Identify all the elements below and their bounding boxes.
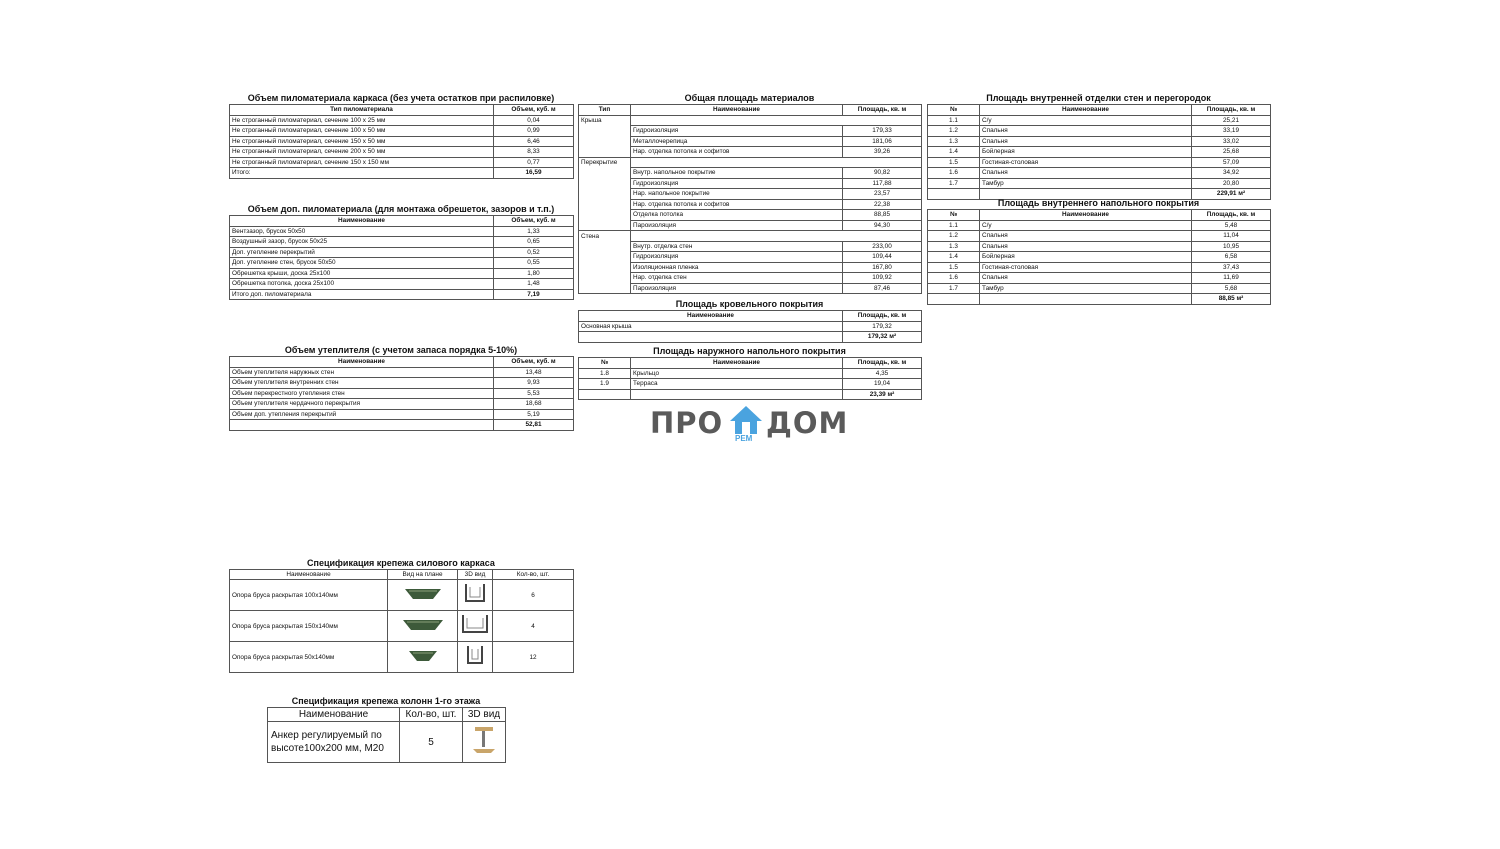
table-row xyxy=(579,379,922,390)
table-row xyxy=(579,262,922,273)
col-header: Площадь, кв. м xyxy=(843,105,922,116)
group-type: Крыша xyxy=(579,115,631,126)
row-value: 1,80 xyxy=(494,268,574,279)
row-value: 11,69 xyxy=(1192,273,1271,284)
row-num: 1.4 xyxy=(928,147,980,158)
insulation-block xyxy=(229,345,573,431)
row-name: Бойлерная xyxy=(980,252,1192,263)
row-value: 87,46 xyxy=(843,283,922,294)
col-header: Кол-во, шт. xyxy=(400,708,463,722)
row-name: Спальня xyxy=(980,168,1192,179)
row-name: Крыльцо xyxy=(631,368,843,379)
outer-floor-title: Площадь наружного напольного покрытия xyxy=(653,346,846,356)
row-value: 181,06 xyxy=(843,136,922,147)
bracket-3d-icon xyxy=(460,612,490,638)
row-value: 5,53 xyxy=(494,388,574,399)
3d-view-cell xyxy=(458,611,493,642)
3d-view-cell xyxy=(458,580,493,611)
row-name: Не строганный пиломатериал, сечение 150 х 150 мм xyxy=(230,157,494,168)
bracket-plan-icon xyxy=(401,618,445,632)
row-name: Основная крыша xyxy=(579,321,843,332)
col-header: Наименование xyxy=(230,570,388,580)
row-num: 1.6 xyxy=(928,168,980,179)
row-value: 1,33 xyxy=(494,226,574,237)
extra-lumber-title: Объем доп. пиломатериала (для монтажа обрешеток, зазоров и т.п.) xyxy=(247,204,555,214)
col-header: Объем, куб. м xyxy=(494,105,574,116)
col-header: Кол-во, шт. xyxy=(493,570,574,580)
row-name: Внутр. отделка стен xyxy=(631,241,843,252)
col-header: Наименование xyxy=(230,216,494,227)
insulation-table xyxy=(229,356,574,431)
row-name: Обрешетка крыши, доска 25х100 xyxy=(230,268,494,279)
row-name: Гидроизоляция xyxy=(631,252,843,263)
row-value: 233,00 xyxy=(843,241,922,252)
col-header: Объем, куб. м xyxy=(494,216,574,227)
row-value: 10,95 xyxy=(1192,241,1271,252)
prorem-dom-logo xyxy=(650,404,850,448)
materials-table xyxy=(578,104,922,294)
row-num: 1.2 xyxy=(928,231,980,242)
col-header: Тип пиломатериала xyxy=(230,105,494,116)
total-value: 7,19 xyxy=(494,289,574,300)
col-header: Вид на плане xyxy=(388,570,458,580)
row-qty: 6 xyxy=(493,580,574,611)
row-num: 1.2 xyxy=(928,126,980,137)
row-name: Спальня xyxy=(980,126,1192,137)
row-value: 33,19 xyxy=(1192,126,1271,137)
table-row xyxy=(579,241,922,252)
bracket-plan-icon xyxy=(403,587,443,601)
row-value: 0,65 xyxy=(494,237,574,248)
roof-block xyxy=(578,299,921,343)
col-header: Наименование xyxy=(631,105,843,116)
row-value: 0,99 xyxy=(494,126,574,137)
row-value: 109,44 xyxy=(843,252,922,263)
table-row xyxy=(230,580,574,611)
walls-block xyxy=(927,93,1270,200)
row-name: Не строганный пиломатериал, сечение 200 х 50 мм xyxy=(230,147,494,158)
table-row xyxy=(230,388,574,399)
row-name: Металлочерепица xyxy=(631,136,843,147)
table-row xyxy=(230,258,574,269)
row-value: 22,38 xyxy=(843,199,922,210)
row-name: Гостиная-столовая xyxy=(980,157,1192,168)
row-name: Опора бруса раскрытая 100х140мм xyxy=(230,580,388,611)
col-header: Площадь, кв. м xyxy=(843,358,922,369)
table-row xyxy=(579,210,922,221)
row-value: 18,68 xyxy=(494,399,574,410)
row-value: 5,68 xyxy=(1192,283,1271,294)
table-row xyxy=(230,126,574,137)
row-value: 5,19 xyxy=(494,409,574,420)
table-row xyxy=(579,273,922,284)
row-value: 179,32 xyxy=(843,321,922,332)
row-qty: 12 xyxy=(493,642,574,673)
row-value: 94,30 xyxy=(843,220,922,231)
row-name: Внутр. напольное покрытие xyxy=(631,168,843,179)
table-row xyxy=(928,262,1271,273)
row-value: 0,52 xyxy=(494,247,574,258)
row-value: 88,85 xyxy=(843,210,922,221)
roof-table xyxy=(578,310,922,343)
column-fastener-title: Спецификация крепежа колонн 1-го этажа xyxy=(291,696,481,706)
table-row xyxy=(230,136,574,147)
col-header: № xyxy=(928,210,980,221)
table-row xyxy=(928,252,1271,263)
row-name: Терраса xyxy=(631,379,843,390)
total-row xyxy=(230,420,574,431)
row-name: Тамбур xyxy=(980,283,1192,294)
table-row xyxy=(928,147,1271,158)
row-qty: 4 xyxy=(493,611,574,642)
total-value: 23,39 м² xyxy=(843,389,922,400)
table-row xyxy=(230,237,574,248)
3d-view-cell xyxy=(458,642,493,673)
table-row xyxy=(579,220,922,231)
row-value: 6,46 xyxy=(494,136,574,147)
table-row xyxy=(579,147,922,158)
row-name: Гостиная-столовая xyxy=(980,262,1192,273)
insulation-title: Объем утеплителя (с учетом запаса порядка 5-10%) xyxy=(284,345,518,355)
row-num: 1.8 xyxy=(579,368,631,379)
row-num: 1.5 xyxy=(928,157,980,168)
outer-floor-table xyxy=(578,357,922,400)
row-value: 39,26 xyxy=(843,147,922,158)
row-num: 1.5 xyxy=(928,262,980,273)
table-row xyxy=(579,283,922,294)
table-row xyxy=(928,220,1271,231)
3d-view-cell xyxy=(463,722,506,763)
table-row xyxy=(579,189,922,200)
row-name: Объем перекрестного утепления стен xyxy=(230,388,494,399)
row-value: 8,33 xyxy=(494,147,574,158)
row-num: 1.1 xyxy=(928,115,980,126)
inner-floor-table xyxy=(927,209,1271,305)
fastener-table xyxy=(229,569,574,673)
column-fastener-table xyxy=(267,707,506,763)
row-value: 4,35 xyxy=(843,368,922,379)
col-header: Площадь, кв. м xyxy=(1192,210,1271,221)
inner-floor-title: Площадь внутреннего напольного покрытия xyxy=(997,198,1200,208)
table-row xyxy=(928,178,1271,189)
group-row xyxy=(579,115,922,126)
row-value: 6,58 xyxy=(1192,252,1271,263)
row-name: Опора бруса раскрытая 150х140мм xyxy=(230,611,388,642)
row-num: 1.6 xyxy=(928,273,980,284)
total-label xyxy=(230,420,494,431)
row-name: Доп. утепление стен, брусок 50х50 xyxy=(230,258,494,269)
frame-lumber-title: Объем пиломатериала каркаса (без учета остатков при распиловке) xyxy=(247,93,555,103)
house-icon xyxy=(728,404,764,438)
col-header: № xyxy=(928,105,980,116)
row-num: 1.9 xyxy=(579,379,631,390)
row-value: 23,57 xyxy=(843,189,922,200)
row-value: 11,04 xyxy=(1192,231,1271,242)
walls-table xyxy=(927,104,1271,200)
row-name: Нар. отделка потолка и софитов xyxy=(631,199,843,210)
col-header: Наименование xyxy=(631,358,843,369)
frame-lumber-block xyxy=(229,93,573,179)
row-name: Нар. отделка потолка и софитов xyxy=(631,147,843,158)
row-name: Гидроизоляция xyxy=(631,178,843,189)
total-label: Итого доп. пиломатериала xyxy=(230,289,494,300)
row-name: Опора бруса раскрытая 50х140мм xyxy=(230,642,388,673)
table-row xyxy=(230,147,574,158)
plan-view-cell xyxy=(388,580,458,611)
total-value: 88,85 м² xyxy=(1192,294,1271,305)
frame-lumber-table xyxy=(229,104,574,179)
bracket-3d-icon xyxy=(462,581,488,607)
row-name: Объем утеплителя чердачного перекрытия xyxy=(230,399,494,410)
row-name: С/у xyxy=(980,220,1192,231)
table-row xyxy=(230,115,574,126)
row-name: Гидроизоляция xyxy=(631,126,843,137)
col-header: Наименование xyxy=(980,210,1192,221)
column-fastener-block xyxy=(267,696,505,763)
row-name: Спальня xyxy=(980,241,1192,252)
table-row xyxy=(230,399,574,410)
roof-title: Площадь кровельного покрытия xyxy=(675,299,824,309)
plan-view-cell xyxy=(388,642,458,673)
col-header: Площадь, кв. м xyxy=(843,311,922,322)
table-row xyxy=(230,409,574,420)
row-name: С/у xyxy=(980,115,1192,126)
table-row xyxy=(928,126,1271,137)
row-num: 1.3 xyxy=(928,241,980,252)
table-row xyxy=(230,367,574,378)
anchor-3d-icon xyxy=(471,725,497,755)
group-type: Стена xyxy=(579,231,631,242)
row-name: Спальня xyxy=(980,231,1192,242)
row-name: Не строганный пиломатериал, сечение 100 х 50 мм xyxy=(230,126,494,137)
row-num: 1.7 xyxy=(928,178,980,189)
row-num: 1.7 xyxy=(928,283,980,294)
row-value: 19,04 xyxy=(843,379,922,390)
col-header: № xyxy=(579,358,631,369)
table-row xyxy=(230,268,574,279)
total-row xyxy=(579,332,922,343)
logo-right-text: ДОМ xyxy=(766,406,849,440)
row-name: Пароизоляция xyxy=(631,220,843,231)
row-value: 1,48 xyxy=(494,279,574,290)
table-row xyxy=(579,136,922,147)
group-row xyxy=(579,231,922,242)
table-row xyxy=(928,136,1271,147)
row-value: 179,33 xyxy=(843,126,922,137)
total-row xyxy=(230,289,574,300)
row-qty: 5 xyxy=(400,722,463,763)
row-name: Воздушный зазор, брусок 50х25 xyxy=(230,237,494,248)
row-name: Пароизоляция xyxy=(631,283,843,294)
col-header: Наименование xyxy=(230,357,494,368)
fastener-title: Спецификация крепежа силового каркаса xyxy=(307,558,495,568)
row-name: Бойлерная xyxy=(980,147,1192,158)
table-row xyxy=(268,722,506,763)
row-num: 1.4 xyxy=(928,252,980,263)
col-header: 3D вид xyxy=(463,708,506,722)
col-header: Тип xyxy=(579,105,631,116)
total-row xyxy=(579,389,922,400)
row-value: 34,92 xyxy=(1192,168,1271,179)
table-row xyxy=(928,241,1271,252)
col-header: Наименование xyxy=(980,105,1192,116)
extra-lumber-table xyxy=(229,215,574,300)
group-type: Перекрытие xyxy=(579,157,631,168)
group-row xyxy=(579,157,922,168)
row-name: Тамбур xyxy=(980,178,1192,189)
bracket-3d-icon xyxy=(464,643,486,669)
total-value: 52,81 xyxy=(494,420,574,431)
row-value: 0,55 xyxy=(494,258,574,269)
row-name: Отделка потолка xyxy=(631,210,843,221)
row-value: 117,88 xyxy=(843,178,922,189)
table-row xyxy=(230,611,574,642)
outer-floor-block xyxy=(578,346,921,400)
table-row xyxy=(579,168,922,179)
row-value: 90,82 xyxy=(843,168,922,179)
row-value: 167,80 xyxy=(843,262,922,273)
total-value: 179,32 м² xyxy=(843,332,922,343)
row-value: 20,80 xyxy=(1192,178,1271,189)
row-num: 1.3 xyxy=(928,136,980,147)
row-name: Объем доп. утепления перекрытий xyxy=(230,409,494,420)
col-header: Наименование xyxy=(268,708,400,722)
total-row xyxy=(230,168,574,179)
row-value: 25,68 xyxy=(1192,147,1271,158)
row-name: Нар. напольное покрытие xyxy=(631,189,843,200)
table-row xyxy=(928,157,1271,168)
plan-view-cell xyxy=(388,611,458,642)
table-row xyxy=(928,115,1271,126)
table-row xyxy=(579,252,922,263)
materials-block xyxy=(578,93,921,294)
row-value: 5,48 xyxy=(1192,220,1271,231)
row-name: Нар. отделка стен xyxy=(631,273,843,284)
row-name: Не строганный пиломатериал, сечение 100 х 25 мм xyxy=(230,115,494,126)
table-row xyxy=(230,247,574,258)
row-name: Изоляционная пленка xyxy=(631,262,843,273)
table-row xyxy=(230,378,574,389)
table-row xyxy=(579,126,922,137)
total-value: 229,91 м² xyxy=(1192,189,1271,200)
table-row xyxy=(579,178,922,189)
row-value: 37,43 xyxy=(1192,262,1271,273)
table-row xyxy=(230,642,574,673)
col-header: Наименование xyxy=(579,311,843,322)
table-row xyxy=(928,168,1271,179)
fastener-block xyxy=(229,558,573,673)
table-row xyxy=(579,199,922,210)
total-row xyxy=(928,294,1271,305)
row-name: Спальня xyxy=(980,136,1192,147)
total-value: 16,59 xyxy=(494,168,574,179)
inner-floor-block xyxy=(927,198,1270,305)
total-label: Итого: xyxy=(230,168,494,179)
row-value: 0,04 xyxy=(494,115,574,126)
row-name: Обрешетка потолка, доска 25х100 xyxy=(230,279,494,290)
row-name: Доп. утепление перекрытий xyxy=(230,247,494,258)
row-name: Объем утеплителя наружных стен xyxy=(230,367,494,378)
materials-title: Общая площадь материалов xyxy=(684,93,815,103)
col-header: Площадь, кв. м xyxy=(1192,105,1271,116)
row-value: 9,93 xyxy=(494,378,574,389)
row-name: Объем утеплителя внутренних стен xyxy=(230,378,494,389)
table-row xyxy=(230,226,574,237)
row-name: Вентзазор, брусок 50х50 xyxy=(230,226,494,237)
extra-lumber-block xyxy=(229,204,573,300)
table-row xyxy=(579,321,922,332)
bracket-plan-icon xyxy=(407,649,439,663)
row-value: 109,92 xyxy=(843,273,922,284)
row-name: Анкер регулируемый по высоте100х200 мм, М20 xyxy=(268,722,400,763)
row-value: 13,48 xyxy=(494,367,574,378)
table-row xyxy=(928,283,1271,294)
row-value: 57,09 xyxy=(1192,157,1271,168)
row-name: Спальня xyxy=(980,273,1192,284)
col-header: 3D вид xyxy=(458,570,493,580)
logo-small-text: РЕМ xyxy=(735,434,753,443)
table-row xyxy=(928,273,1271,284)
walls-title: Площадь внутренней отделки стен и перегородок xyxy=(986,93,1211,103)
table-row xyxy=(230,157,574,168)
logo-left-text: ПРО xyxy=(650,406,724,440)
col-header: Объем, куб. м xyxy=(494,357,574,368)
row-value: 33,02 xyxy=(1192,136,1271,147)
row-value: 25,21 xyxy=(1192,115,1271,126)
row-value: 0,77 xyxy=(494,157,574,168)
row-num: 1.1 xyxy=(928,220,980,231)
row-name: Не строганный пиломатериал, сечение 150 х 50 мм xyxy=(230,136,494,147)
table-row xyxy=(230,279,574,290)
table-row xyxy=(579,368,922,379)
table-row xyxy=(928,231,1271,242)
